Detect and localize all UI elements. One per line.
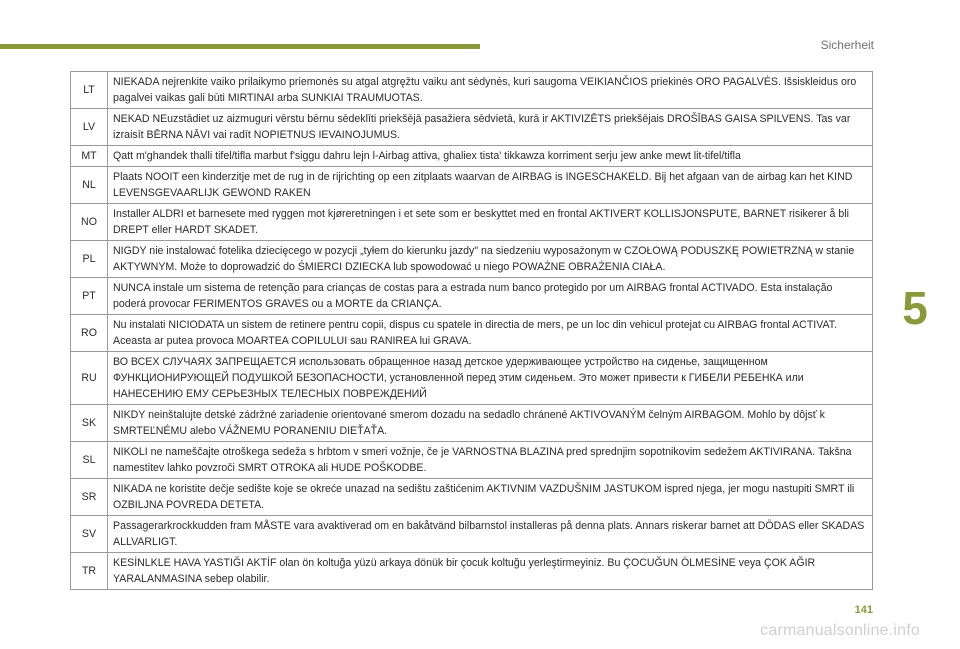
language-code: SK	[71, 405, 108, 442]
warning-text: Qatt m'ghandek thalli tifel/tifla marbut f'siggu dahru lejn l-Airbag attiva, ghaliex tista' tikkawza korriment serju jew anke mewt lit-tifel/tifla	[108, 146, 873, 167]
language-code: SR	[71, 479, 108, 516]
table-body	[71, 72, 873, 590]
language-code: SL	[71, 442, 108, 479]
language-code: RU	[71, 352, 108, 405]
language-code: SV	[71, 516, 108, 553]
table-row	[71, 278, 873, 315]
table-row	[71, 352, 873, 405]
table-row	[71, 553, 873, 590]
language-code: NL	[71, 167, 108, 204]
chapter-number: 5	[902, 282, 928, 334]
warning-text: NEKAD NEuzstādiet uz aizmuguri vērstu bērnu sēdeklīti priekšējā pasažiera sēdvietā, kurā ir AKTIVIZĒTS priekšējais DROŠĪBAS GAISA SPILVENS. Tas var izraisīt BĒRNA NĀVI vai radīt NOPIETNUS IEVAINOJUMUS.	[108, 109, 873, 146]
table-row	[71, 442, 873, 479]
airbag-warning-table	[70, 71, 873, 590]
table-row	[71, 405, 873, 442]
language-code: PT	[71, 278, 108, 315]
language-code: RO	[71, 315, 108, 352]
header-accent-bar	[0, 44, 480, 49]
warning-text: Installer ALDRI et barnesete med ryggen mot kjøreretningen i et sete som er beskyttet med en frontal AKTIVERT KOLLISJONSPUTE, BARNET risikerer å bli DREPT eller HARDT SKADET.	[108, 204, 873, 241]
language-code: TR	[71, 553, 108, 590]
language-code: NO	[71, 204, 108, 241]
warning-text: NIKDY neinštalujte detské zádržné zariadenie orientované smerom dozadu na sedadlo chránené AKTIVOVANÝM čelným AIRBAGOM. Mohlo by dôjsť k SMRTEĽNÉMU alebo VÁŽNEMU PORANENIU DIEŤAŤA.	[108, 405, 873, 442]
warning-text: ВО ВСЕХ СЛУЧАЯХ ЗАПРЕЩАЕТСЯ использовать обращенное назад детское удерживающее устройство на сиденье, защищенном ФУНКЦИОНИРУЮЩЕЙ ПОДУШКОЙ БЕЗОПАСНОСТИ, установленной перед этим сиденьем. Это может привести к ГИБЕЛИ РЕБЕНКА или НАНЕСЕНИЮ ЕМУ СЕРЬЕЗНЫХ ТЕЛЕСНЫХ ПОВРЕЖДЕНИЙ	[108, 352, 873, 405]
language-code: LT	[71, 72, 108, 109]
table-row	[71, 167, 873, 204]
section-title: Sicherheit	[820, 38, 874, 52]
table-row	[71, 315, 873, 352]
language-code: MT	[71, 146, 108, 167]
warning-text: Nu instalati NICIODATA un sistem de retinere pentru copii, dispus cu spatele in directia de mers, pe un loc din vehicul protejat cu AIRBAG frontal ACTIVAT. Aceasta ar putea provoca MOARTEA COPILULUI sau RANIREA lui GRAVA.	[108, 315, 873, 352]
warning-text: NIEKADA nejrenkite vaiko prilaikymo priemonės su atgal atgręžtu vaiku ant sėdynės, kuri saugoma VEIKIANČIOS priekinės ORO PAGALVĖS. Išsiskleidus oro pagalvei vaikas gali būti MIRTINAI arba SUNKIAI TRAUMUOTAS.	[108, 72, 873, 109]
page-number: 141	[854, 604, 873, 616]
warning-text: NIKADA ne koristite dečje sedište koje se okreće unazad na sedištu zaštićenim AKTIVNIM VAZDUŠNIM JASTUKOM ispred njega, jer mogu nastupiti SMRT ili OZBILJNA POVREDA DETETA.	[108, 479, 873, 516]
table-row	[71, 204, 873, 241]
table-row	[71, 479, 873, 516]
language-code: LV	[71, 109, 108, 146]
warning-text: NIKOLI ne nameščajte otroškega sedeža s hrbtom v smeri vožnje, če je VARNOSTNA BLAZINA pred sprednjim sopotnikovim sedežem AKTIVIRANA. Takšna namestitev lahko povzroči SMRT OTROKA ali HUDE POŠKODBE.	[108, 442, 873, 479]
warning-text: NIGDY nie instalować fotelika dziecięcego w pozycji „tyłem do kierunku jazdy" na siedzeniu wyposażonym w CZOŁOWĄ PODUSZKĘ POWIETRZNĄ w stanie AKTYWNYM. Może to doprowadzić do ŚMIERCI DZIECKA lub spowodować u niego POWAŻNE OBRAŻENIA CIAŁA.	[108, 241, 873, 278]
watermark: carmanualsonline.info	[760, 622, 920, 639]
warning-text: Plaats NOOIT een kinderzitje met de rug in de rijrichting op een zitplaats waarvan de AIRBAG is INGESCHAKELD. Bij het afgaan van de airbag kan het KIND LEVENSGEVAARLIJK GEWOND RAKEN	[108, 167, 873, 204]
language-code: PL	[71, 241, 108, 278]
warning-text: Passagerarkrockkudden fram MÅSTE vara avaktiverad om en bakåtvänd bilbarnstol installeras på denna plats. Annars riskerar barnet att DÖDAS eller SKADAS ALLVARLIGT.	[108, 516, 873, 553]
warning-text: NUNCA instale um sistema de retenção para crianças de costas para a estrada num banco protegido por um AIRBAG frontal ACTIVADO. Esta instalação poderá provocar FERIMENTOS GRAVES ou a MORTE da CRIANÇA.	[108, 278, 873, 315]
table-row	[71, 146, 873, 167]
table-row	[71, 109, 873, 146]
table-row	[71, 72, 873, 109]
warning-text: KESİNLKLE HAVA YASTIĞI AKTİF olan ön koltuğa yüzü arkaya dönük bir çocuk koltuğu yerleştirmeyiniz. Bu ÇOCUĞUN ÖLMESİNE veya ÇOK AĞIR YARALANMASINA sebep olabilir.	[108, 553, 873, 590]
table-row	[71, 516, 873, 553]
table-row	[71, 241, 873, 278]
